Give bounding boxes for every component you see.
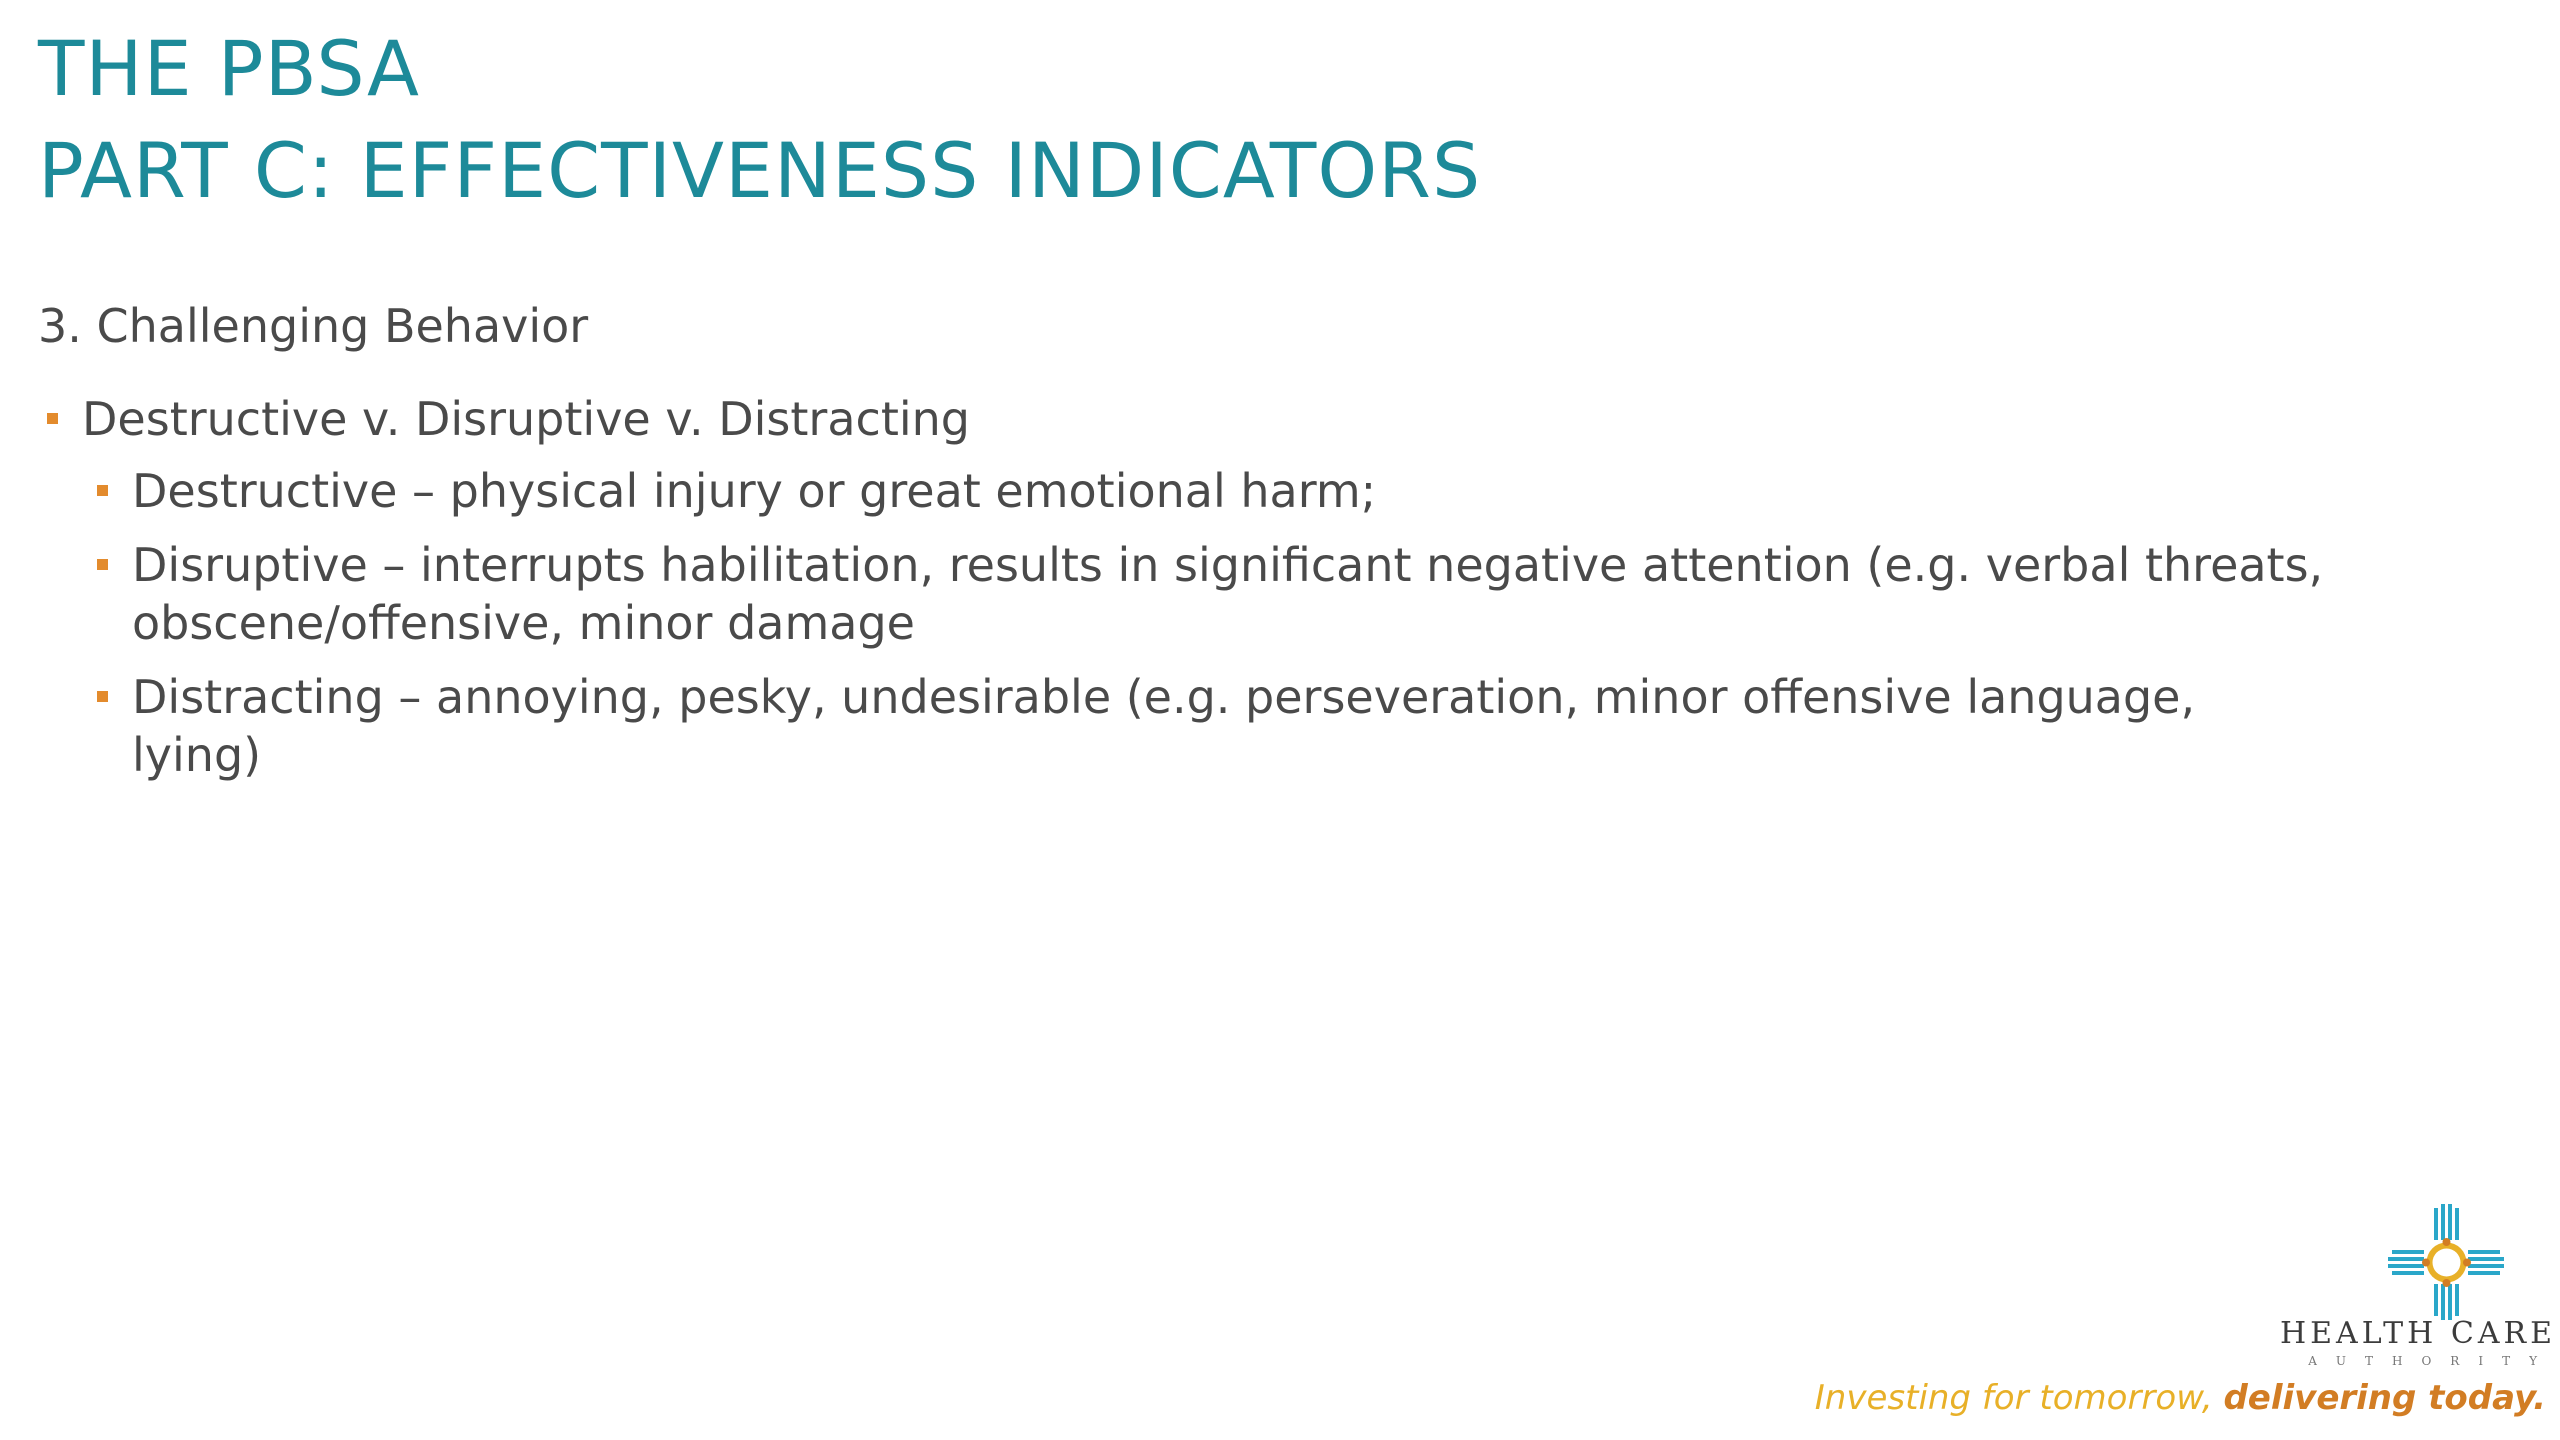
bullet-item — [38, 390, 2338, 448]
org-name: HEALTH CARE — [2279, 1316, 2556, 1351]
bullet-text: Distracting – annoying, pesky, undesirable (e.g. perseveration, minor offensive language, lying) — [132, 670, 2196, 782]
bullet-text: Destructive – physical injury or great emotional harm; — [132, 464, 1377, 518]
slide-title-line-1: THE PBSA — [38, 24, 421, 113]
org-sub: AUTHORITY — [2308, 1354, 2556, 1368]
section-heading: 3. Challenging Behavior — [38, 299, 589, 353]
bullet-item — [38, 668, 2338, 784]
bullet-text: Destructive v. Disruptive v. Distracting — [82, 392, 970, 446]
bullet-item — [38, 536, 2338, 652]
bullet-list — [38, 390, 2338, 800]
tagline — [1815, 1378, 2546, 1418]
bullet-marker-icon — [97, 691, 108, 702]
tagline-part-1: Investing for tomorrow, — [1814, 1378, 2224, 1418]
bullet-marker-icon — [97, 485, 108, 496]
bullet-marker-icon — [97, 559, 108, 570]
slide-title — [38, 18, 1481, 222]
health-care-authority-logo — [1814, 1202, 2556, 1432]
zia-sun-icon — [2386, 1202, 2506, 1322]
tagline-part-2: delivering today. — [2223, 1378, 2546, 1418]
bullet-text: Disruptive – interrupts habilitation, results in significant negative attention (e.g. verbal threats, obscene/offensive, minor damage — [132, 538, 2324, 650]
bullet-item — [38, 462, 2338, 520]
bullet-marker-icon — [47, 413, 58, 424]
slide-title-line-2: PART C: EFFECTIVENESS INDICATORS — [38, 126, 1482, 215]
